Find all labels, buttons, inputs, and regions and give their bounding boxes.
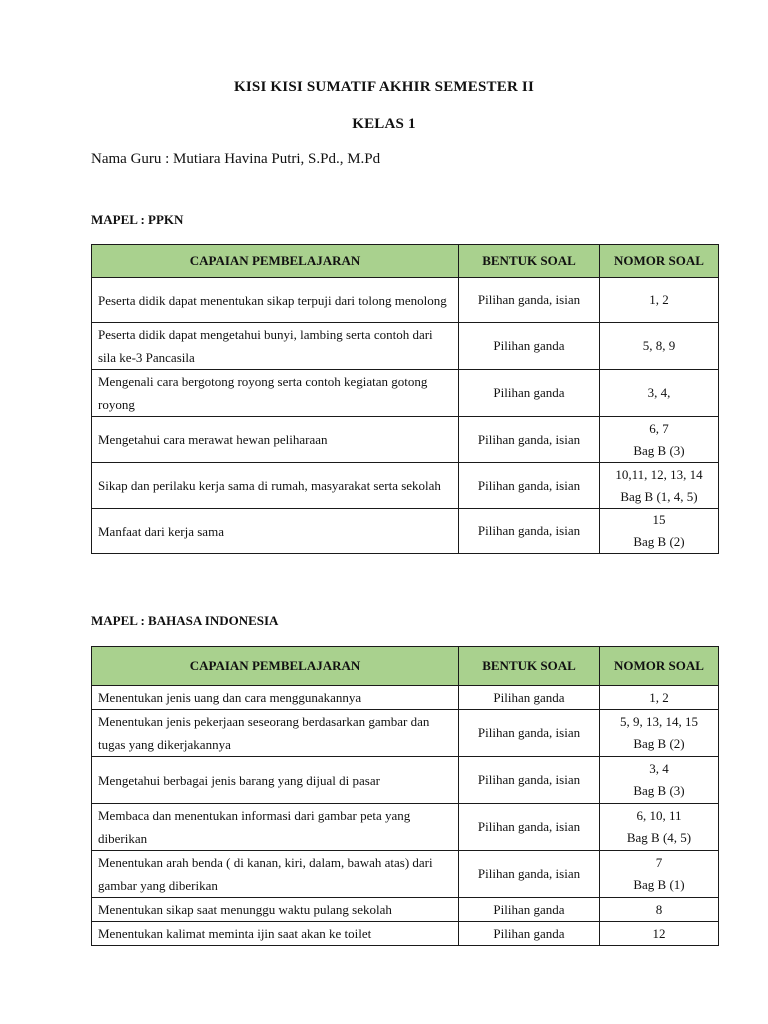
capaian-cell: Menentukan jenis uang dan cara menggunakannya [92,686,459,710]
nomor-cell [600,278,719,323]
nomor-line: Bag B (3) [633,442,685,458]
table-row [92,757,719,804]
document-title: KISI KISI SUMATIF AKHIR SEMESTER II [234,79,534,95]
table-row [92,323,719,370]
nomor-cell [600,898,719,922]
table-row [92,509,719,554]
nomor-cell [600,686,719,710]
nomor-line: 3, 4 [649,761,669,776]
nomor-cell [600,851,719,898]
nomor-line: Bag B (2) [633,736,685,751]
nomor-line: 5, 8, 9 [642,338,676,353]
header-bentuk: BENTUK SOAL [459,245,600,278]
table-header-row [92,245,719,278]
nomor-line: Bag B (3) [633,783,685,798]
subject-heading-bahasa-indonesia: MAPEL : BAHASA INDONESIA [91,613,279,628]
table-row [92,851,719,898]
nomor-line: Bag B (2) [633,534,685,549]
nomor-cell [600,417,719,463]
capaian-cell: Mengenali cara bergotong royong serta contoh kegiatan gotong royong [92,370,459,417]
nomor-cell [600,922,719,946]
table-row [92,278,719,323]
table-row [92,922,719,946]
nomor-line: Bag B (1) [633,877,685,892]
bentuk-cell: Pilihan ganda, isian [459,757,600,804]
capaian-cell: Sikap dan perilaku kerja sama di rumah, masyarakat serta sekolah [92,463,459,509]
header-bentuk: BENTUK SOAL [459,647,600,686]
capaian-cell: Peserta didik dapat menentukan sikap terpuji dari tolong menolong [92,278,459,323]
bentuk-cell: Pilihan ganda, isian [459,851,600,898]
nomor-line: 3, 4, [647,385,671,400]
nomor-cell [600,370,719,417]
bentuk-cell: Pilihan ganda, isian [459,509,600,554]
table-row [92,804,719,851]
nomor-line: Bag B (1, 4, 5) [620,488,698,504]
nomor-line: 5, 9, 13, 14, 15 [620,714,698,729]
table-row [92,898,719,922]
capaian-cell: Peserta didik dapat mengetahui bunyi, lambing serta contoh dari sila ke-3 Pancasila [92,323,459,370]
nomor-cell [600,323,719,370]
class-heading: KELAS 1 [352,116,416,132]
table-row [92,463,719,509]
bentuk-cell: Pilihan ganda, isian [459,417,600,463]
nomor-line: 7 [655,855,663,870]
table-row [92,710,719,757]
bentuk-cell: Pilihan ganda, isian [459,463,600,509]
capaian-cell: Menentukan kalimat meminta ijin saat akan ke toilet [92,922,459,946]
capaian-cell: Mengetahui berbagai jenis barang yang dijual di pasar [92,757,459,804]
bentuk-cell: Pilihan ganda, isian [459,804,600,851]
bentuk-cell: Pilihan ganda [459,898,600,922]
table-row [92,370,719,417]
bentuk-cell: Pilihan ganda, isian [459,710,600,757]
nomor-line: 12 [652,925,666,941]
capaian-cell: Menentukan arah benda ( di kanan, kiri, dalam, bawah atas) dari gambar yang diberikan [92,851,459,898]
capaian-cell: Menentukan sikap saat menunggu waktu pulang sekolah [92,898,459,922]
header-capaian: CAPAIAN PEMBELAJARAN [92,245,459,278]
table-row [92,417,719,463]
subject-heading-ppkn: MAPEL : PPKN [91,212,184,227]
bentuk-cell: Pilihan ganda, isian [459,278,600,323]
nomor-line: 6, 10, 11 [636,808,682,823]
nomor-cell [600,509,719,554]
nomor-cell [600,463,719,509]
capaian-cell: Membaca dan menentukan informasi dari gambar peta yang diberikan [92,804,459,851]
header-capaian: CAPAIAN PEMBELAJARAN [92,647,459,686]
header-nomor: NOMOR SOAL [600,647,719,686]
table-row [92,686,719,710]
nomor-cell [600,804,719,851]
grid-table-bahasa-indonesia [91,646,719,946]
nomor-line: 1, 2 [649,689,669,705]
bentuk-cell: Pilihan ganda [459,323,600,370]
nomor-line: Bag B (4, 5) [626,830,692,845]
nomor-line: 15 [652,512,666,527]
bentuk-cell: Pilihan ganda [459,686,600,710]
capaian-cell: Manfaat dari kerja sama [92,509,459,554]
nomor-line: 6, 7 [649,420,669,436]
nomor-line: 8 [655,901,663,917]
nomor-cell [600,757,719,804]
capaian-cell: Menentukan jenis pekerjaan seseorang berdasarkan gambar dan tugas yang dikerjakannya [92,710,459,757]
teacher-name: Nama Guru : Mutiara Havina Putri, S.Pd., M.Pd [91,151,381,167]
grid-table-ppkn [91,244,719,554]
bentuk-cell: Pilihan ganda [459,922,600,946]
nomor-line: 1, 2 [649,292,669,307]
nomor-cell [600,710,719,757]
capaian-cell: Mengetahui cara merawat hewan peliharaan [92,417,459,463]
header-nomor: NOMOR SOAL [600,245,719,278]
nomor-line: 10,11, 12, 13, 14 [615,466,703,482]
bentuk-cell: Pilihan ganda [459,370,600,417]
table-header-row [92,647,719,686]
